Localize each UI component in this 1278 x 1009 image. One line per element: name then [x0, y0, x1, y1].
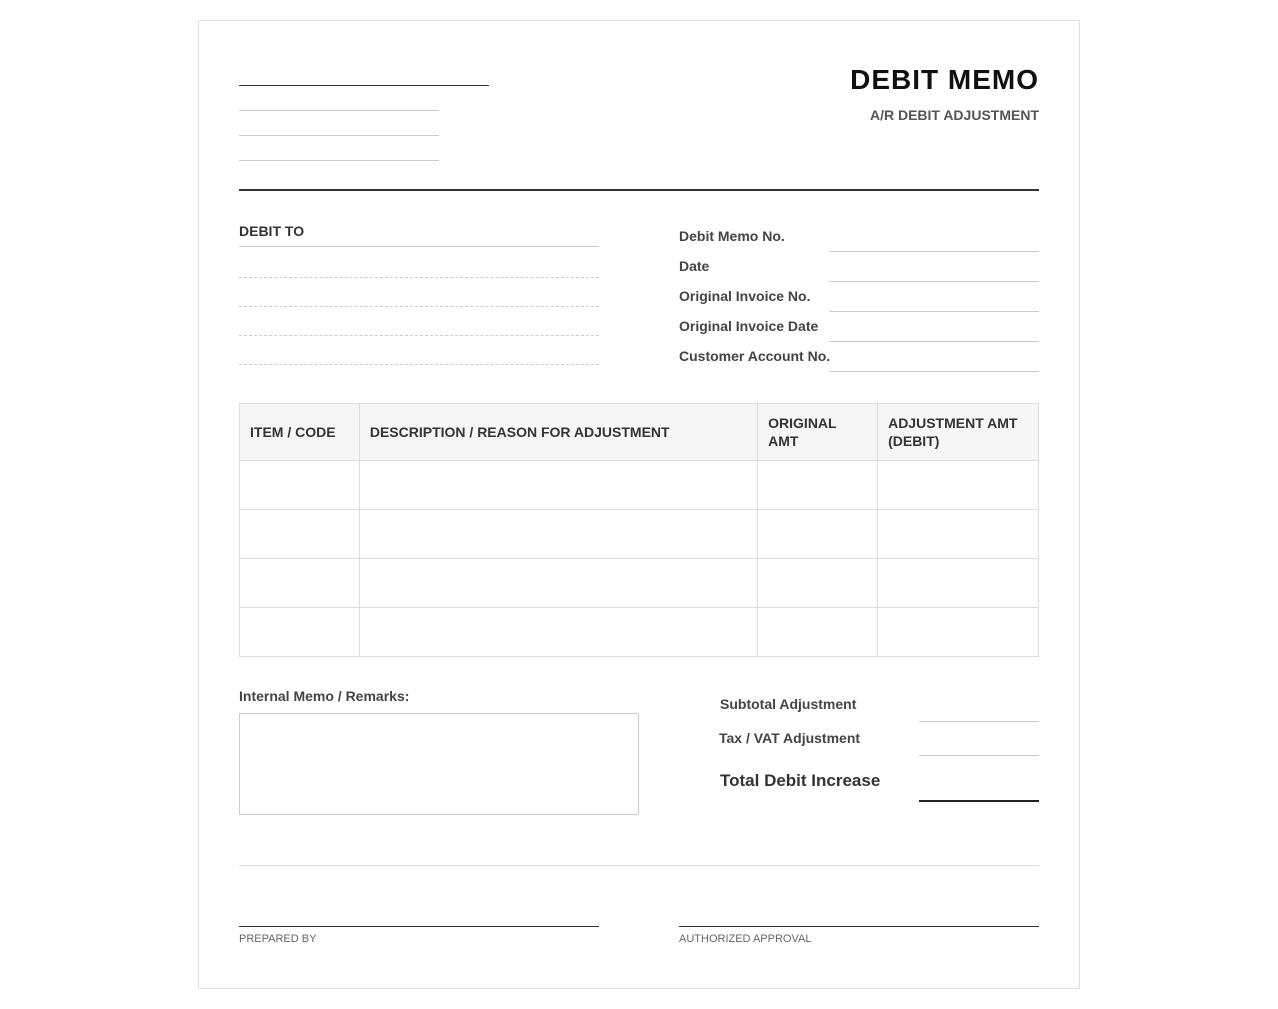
original-amt-cell[interactable]	[758, 510, 878, 559]
item-code-cell[interactable]	[240, 559, 360, 608]
company-name-line[interactable]	[239, 85, 489, 86]
debit-memo-no-field[interactable]	[829, 222, 1039, 252]
description-cell[interactable]	[359, 559, 757, 608]
adjustment-amt-cell[interactable]	[878, 510, 1039, 559]
info-row-customer-account-no	[679, 342, 1039, 372]
subtotal-field[interactable]	[919, 701, 1039, 722]
total-label: Total Debit Increase	[720, 771, 881, 790]
info-row-date	[679, 252, 1039, 282]
item-code-cell[interactable]	[240, 510, 360, 559]
column-header-description: DESCRIPTION / REASON FOR ADJUSTMENT	[359, 404, 757, 461]
remarks-field[interactable]	[239, 713, 639, 815]
document-title: DEBIT MEMO	[850, 64, 1039, 95]
field-label: Debit Memo No.	[679, 228, 785, 244]
debit-to-line[interactable]	[239, 335, 599, 336]
original-amt-cell[interactable]	[758, 559, 878, 608]
info-row-debit-memo-no	[679, 222, 1039, 252]
field-label: Customer Account No.	[679, 348, 831, 364]
adjustment-amt-cell[interactable]	[878, 461, 1039, 510]
table-header-row	[240, 404, 1039, 461]
adjustment-amt-cell[interactable]	[878, 608, 1039, 657]
field-label: Original Invoice No.	[679, 288, 811, 304]
company-address-line-2[interactable]	[239, 135, 439, 136]
subtotal-label: Subtotal Adjustment	[720, 696, 857, 712]
debit-memo-document	[198, 20, 1080, 989]
company-address-line-3[interactable]	[239, 160, 439, 161]
adjustment-items-table	[239, 403, 1039, 657]
prepared-by-signature-line[interactable]	[239, 926, 599, 927]
table-row	[240, 461, 1039, 510]
date-field[interactable]	[829, 252, 1039, 282]
document-subtitle: A/R DEBIT ADJUSTMENT	[869, 107, 1039, 123]
column-header-adjustment-amt: ADJUSTMENT AMT (DEBIT)	[878, 404, 1039, 461]
item-code-cell[interactable]	[240, 608, 360, 657]
original-invoice-date-field[interactable]	[829, 312, 1039, 342]
tax-label: Tax / VAT Adjustment	[719, 730, 861, 746]
description-cell[interactable]	[359, 461, 757, 510]
table-row	[240, 608, 1039, 657]
debit-to-line[interactable]	[239, 364, 599, 365]
description-cell[interactable]	[359, 608, 757, 657]
remarks-label: Internal Memo / Remarks:	[239, 688, 410, 704]
footer-divider	[239, 865, 1039, 866]
field-label: Original Invoice Date	[679, 318, 819, 334]
prepared-by-label: PREPARED BY	[239, 933, 317, 945]
description-cell[interactable]	[359, 510, 757, 559]
debit-to-line[interactable]	[239, 306, 599, 307]
debit-to-label: DEBIT TO	[239, 223, 599, 247]
debit-to-line[interactable]	[239, 277, 599, 278]
original-amt-cell[interactable]	[758, 608, 878, 657]
original-invoice-no-field[interactable]	[829, 282, 1039, 312]
authorized-approval-label: AUTHORIZED APPROVAL	[679, 933, 812, 945]
adjustment-amt-cell[interactable]	[878, 559, 1039, 608]
info-row-original-invoice-date	[679, 312, 1039, 342]
table-row	[240, 510, 1039, 559]
info-row-original-invoice-no	[679, 282, 1039, 312]
authorized-approval-signature-line[interactable]	[679, 926, 1039, 927]
customer-account-no-field[interactable]	[829, 342, 1039, 372]
field-label: Date	[679, 258, 710, 274]
company-address-line-1[interactable]	[239, 110, 439, 111]
header-divider	[239, 189, 1039, 191]
column-header-item-code: ITEM / CODE	[240, 404, 360, 461]
tax-field[interactable]	[919, 735, 1039, 756]
table-row	[240, 559, 1039, 608]
item-code-cell[interactable]	[240, 461, 360, 510]
original-amt-cell[interactable]	[758, 461, 878, 510]
column-header-original-amt: ORIGINAL AMT	[758, 404, 878, 461]
total-field[interactable]	[919, 781, 1039, 802]
